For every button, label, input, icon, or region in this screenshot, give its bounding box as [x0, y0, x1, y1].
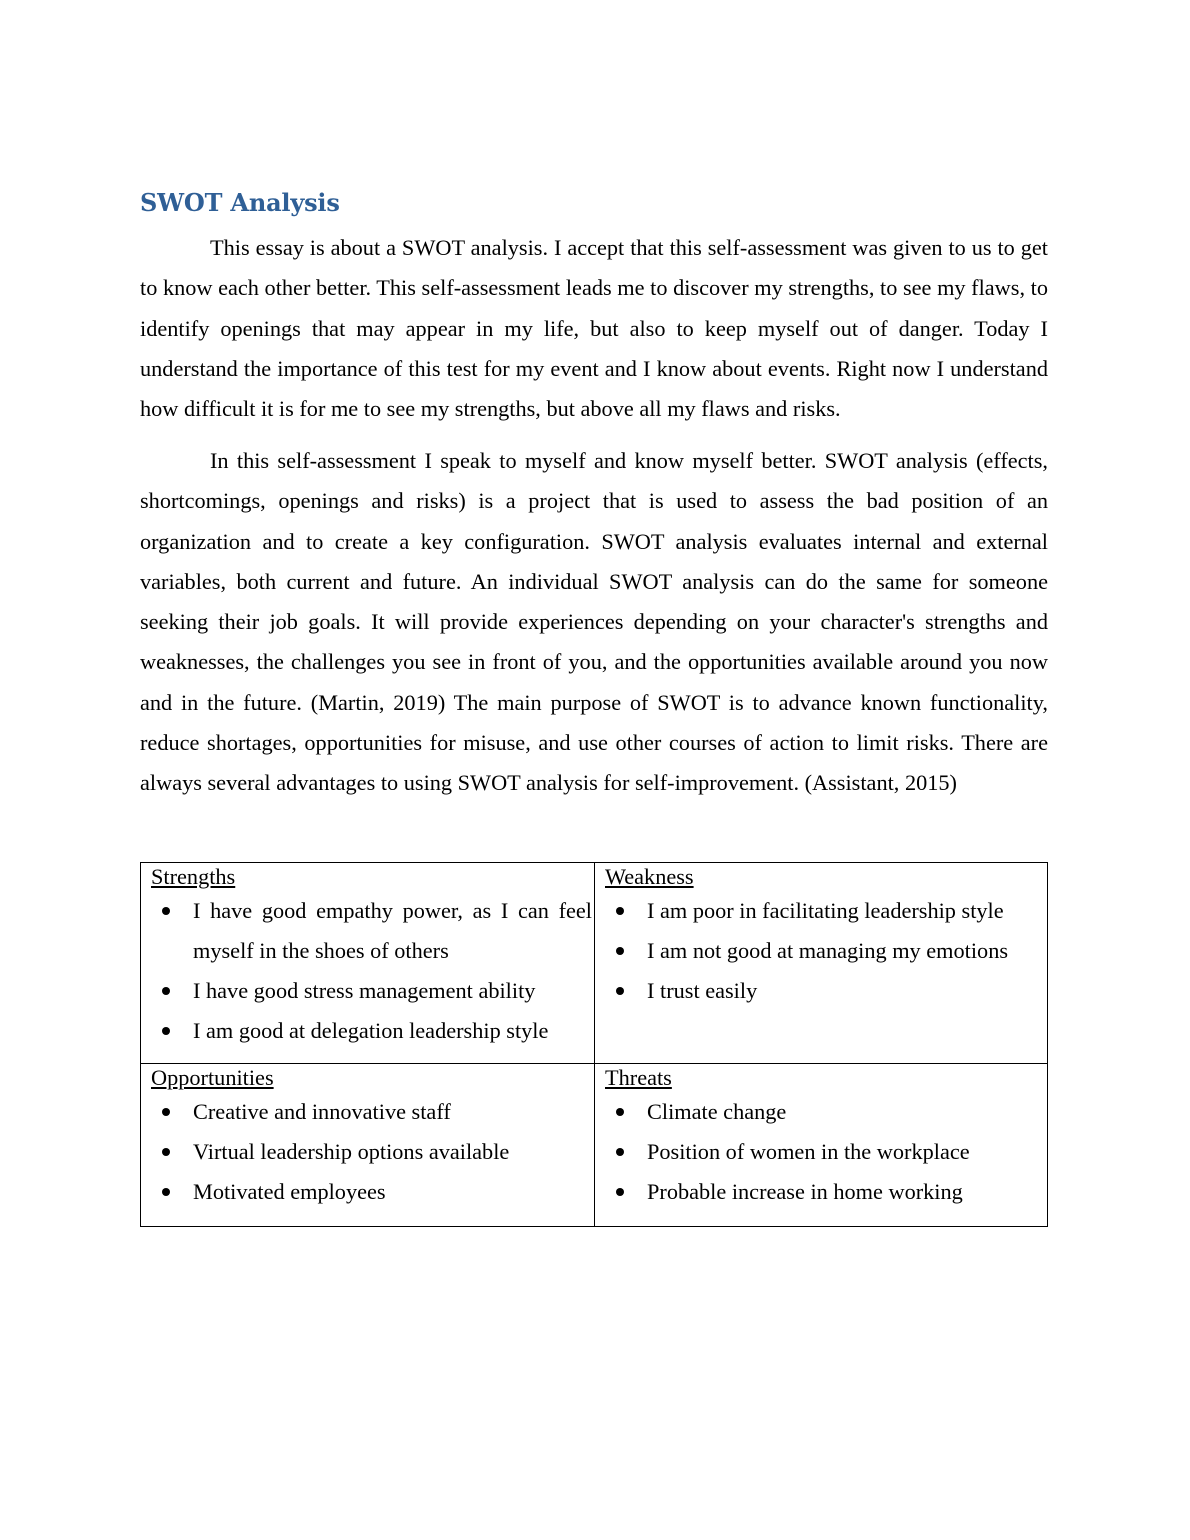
- list-item-text: I have good stress management ability: [193, 978, 536, 1003]
- bullet-icon: [162, 907, 170, 915]
- list-item: [605, 931, 1047, 971]
- threats-title: Threats: [605, 1065, 672, 1090]
- list-item: [605, 1172, 1047, 1212]
- swot-table: [140, 862, 1048, 1227]
- weakness-cell: [595, 863, 1048, 1064]
- list-item: [151, 1132, 594, 1172]
- bullet-icon: [616, 1148, 624, 1156]
- page-title: SWOT Analysis: [140, 188, 340, 217]
- list-item-text: Position of women in the workplace: [647, 1139, 970, 1164]
- strengths-title: Strengths: [151, 864, 236, 889]
- strengths-list: [151, 891, 594, 1051]
- list-item-text: I am good at delegation leadership style: [193, 1018, 549, 1043]
- list-item-text: Climate change: [647, 1099, 787, 1124]
- list-item: [605, 1092, 1047, 1132]
- bullet-icon: [616, 907, 624, 915]
- bullet-icon: [162, 1108, 170, 1116]
- list-item: [151, 1092, 594, 1132]
- list-item: [151, 1172, 594, 1212]
- bullet-icon: [616, 1188, 624, 1196]
- weakness-list: [605, 891, 1047, 1011]
- list-item: [151, 891, 594, 971]
- body-paragraph: In this self-assessment I speak to myself and know myself better. SWOT analysis (effects, shortcomings, openings and risks) is a project that is used to assess the bad position of an organization and to create a key configuration. SWOT analysis evaluates internal and external variables, both current and future. An individual SWOT analysis can do the same for someone seeking their job goals. It will provide experiences depending on your character's strengths and weaknesses, the challenges you see in front of you, and the opportunities available around you now and in the future. (Martin, 2019) The main purpose of SWOT is to advance known functionality, reduce shortages, opportunities for misuse, and use other courses of action to limit risks. There are always several advantages to using SWOT analysis for self-improvement. (Assistant, 2015): [140, 448, 1048, 796]
- threats-list: [605, 1092, 1047, 1212]
- list-item-text: I am not good at managing my emotions: [647, 938, 1009, 963]
- list-item-text: Creative and innovative staff: [193, 1099, 451, 1124]
- opportunities-list: [151, 1092, 594, 1212]
- bullet-icon: [162, 1027, 170, 1035]
- intro-paragraph: This essay is about a SWOT analysis. I accept that this self-assessment was given to us to get to know each other better. This self-assessment leads me to discover my strengths, to see my flaws, to identify openings that may appear in my life, but also to keep myself out of danger. Today I understand the importance of this test for my event and I know about events. Right now I understand how difficult it is for me to see my strengths, but above all my flaws and risks.: [140, 235, 1048, 422]
- swot-row-external: [141, 1064, 1048, 1227]
- list-item-text: I have good empathy power, as I can feel myself in the shoes of others: [193, 898, 592, 963]
- opportunities-title: Opportunities: [151, 1065, 274, 1090]
- weakness-title: Weakness: [605, 864, 694, 889]
- bullet-icon: [162, 1148, 170, 1156]
- bullet-icon: [616, 987, 624, 995]
- bullet-icon: [162, 987, 170, 995]
- strengths-cell: [141, 863, 595, 1064]
- list-item-text: I am poor in facilitating leadership style: [647, 898, 1004, 923]
- list-item: [605, 1132, 1047, 1172]
- list-item: [605, 971, 1047, 1011]
- list-item: [605, 891, 1047, 931]
- bullet-icon: [616, 1108, 624, 1116]
- threats-cell: [595, 1064, 1048, 1227]
- list-item-text: Motivated employees: [193, 1179, 386, 1204]
- bullet-icon: [162, 1188, 170, 1196]
- list-item: [151, 971, 594, 1011]
- list-item-text: I trust easily: [647, 978, 758, 1003]
- list-item-text: Virtual leadership options available: [193, 1139, 510, 1164]
- bullet-icon: [616, 947, 624, 955]
- list-item: [151, 1011, 594, 1051]
- list-item-text: Probable increase in home working: [647, 1179, 963, 1204]
- opportunities-cell: [141, 1064, 595, 1227]
- swot-row-internal: [141, 863, 1048, 1064]
